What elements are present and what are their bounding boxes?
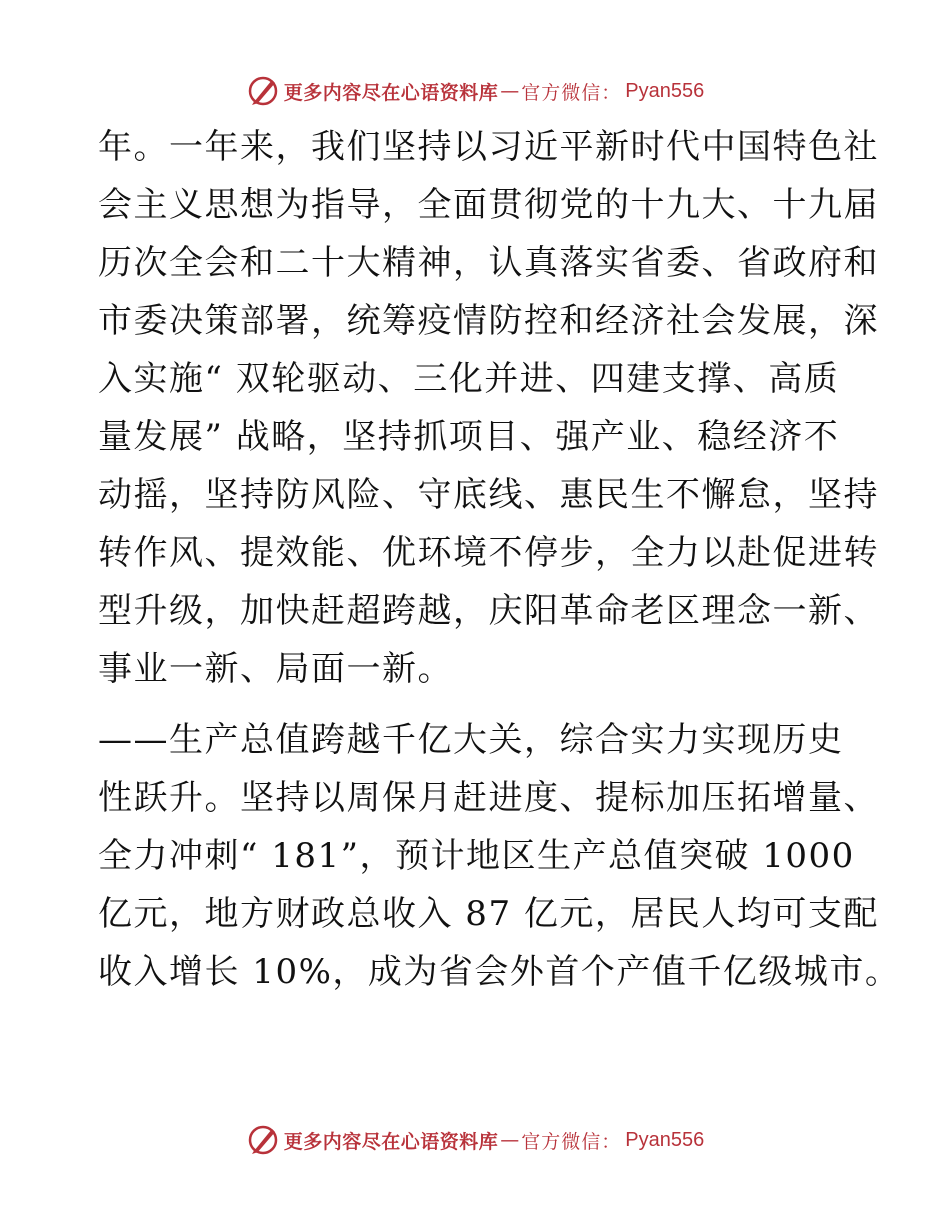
text-line: 市委决策部署，统筹疫情防控和经济社会发展，深 (98, 301, 879, 341)
text-line: 入实施“ 双轮驱动、三化并进、四建支撑、高质 (98, 359, 840, 399)
banner-separator: — (500, 1129, 520, 1151)
text-line: 量发展” 战略，坚持抓项目、强产业、稳经济不 (98, 417, 840, 457)
paragraph-gap (98, 698, 858, 711)
banner-wechat-id: Pyan556 (625, 1128, 705, 1151)
text-line: 动摇，坚持防风险、守底线、惠民生不懈怠，坚持 (98, 475, 879, 515)
text-line: 全力冲刺“ 181”，预计地区生产总值突破 1000 (98, 836, 855, 876)
text-line: 会主义思想为指导，全面贯彻党的十九大、十九届 (98, 185, 879, 225)
text-line: 型升级，加快赶超跨越，庆阳革命老区理念一新、 (98, 591, 879, 631)
banner-title: 更多内容尽在心语资料库 (283, 1130, 499, 1153)
banner-title: 更多内容尽在心语资料库 (283, 81, 499, 104)
text-line: ——生产总值跨越千亿大关，综合实力实现历史 (98, 720, 844, 760)
text-line: 亿元，地方财政总收入 87 亿元，居民人均可支配 (98, 894, 879, 934)
banner-label: 官方微信： (521, 81, 622, 104)
header-banner (0, 71, 950, 111)
paragraph-1 (98, 118, 879, 698)
text-line: 转作风、提效能、优环境不停步，全力以赴促进转 (98, 533, 879, 573)
text-line: 性跃升。坚持以周保月赶进度、提标加压拓增量、 (98, 778, 879, 818)
quill-pen-logo-icon (246, 74, 280, 108)
text-line: 年。一年来，我们坚持以习近平新时代中国特色社 (98, 127, 879, 167)
text-line: 历次全会和二十大精神，认真落实省委、省政府和 (98, 243, 879, 283)
text-line: 收入增长 10%，成为省会外首个产值千亿级城市。 (98, 952, 901, 992)
footer-banner (0, 1120, 950, 1160)
banner-separator: — (500, 80, 520, 102)
document-body (98, 118, 901, 1001)
banner-label: 官方微信： (521, 1130, 622, 1153)
text-line: 事业一新、局面一新。 (98, 649, 453, 689)
paragraph-2 (98, 711, 901, 1001)
banner-wechat-id: Pyan556 (625, 79, 705, 102)
quill-pen-logo-icon (246, 1123, 280, 1157)
